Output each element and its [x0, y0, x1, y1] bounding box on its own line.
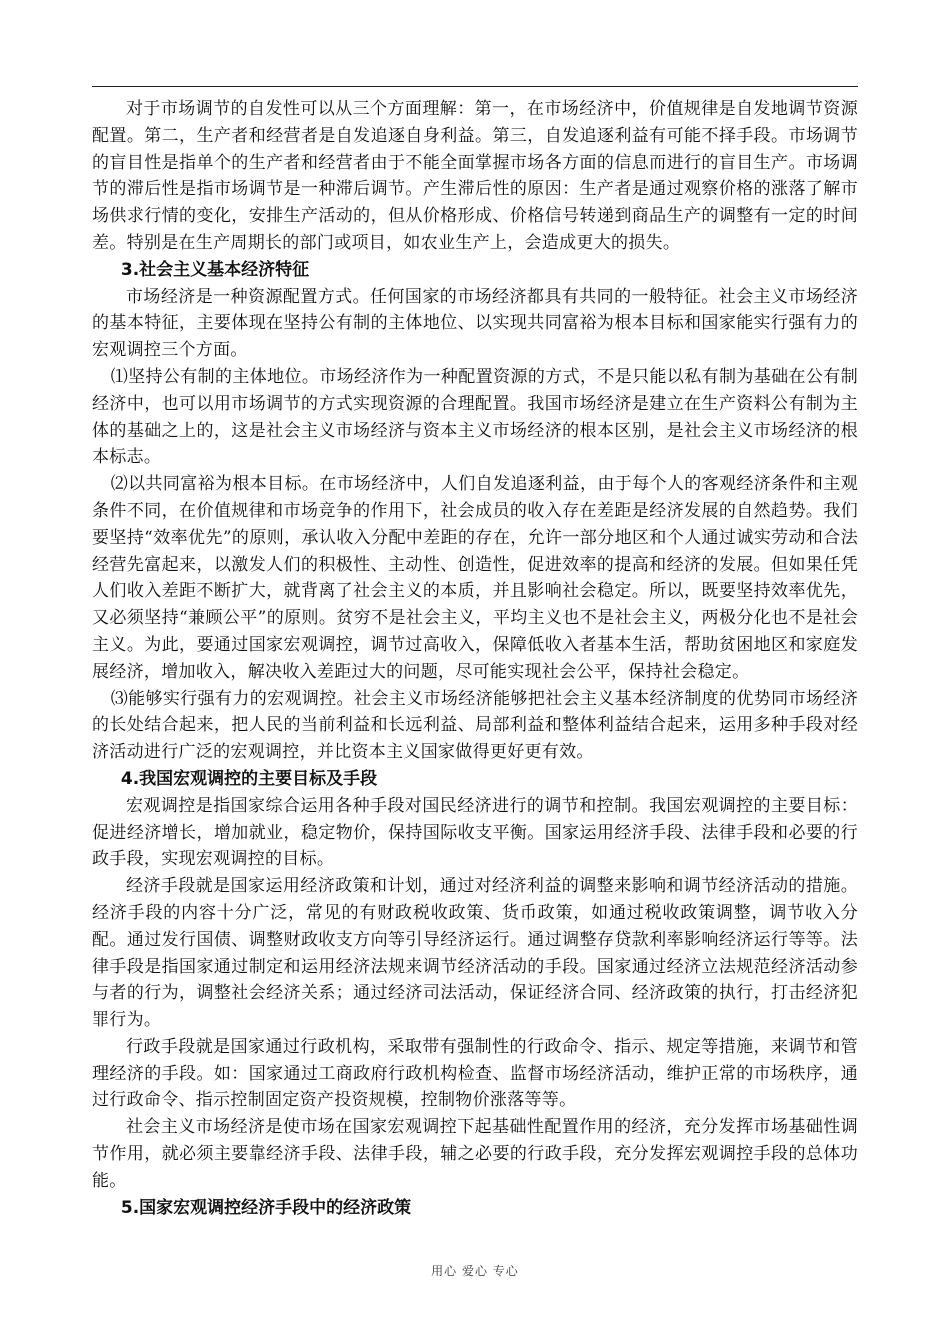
paragraph: 宏观调控是指国家综合运用各种手段对国民经济进行的调节和控制。我国宏观调控的主要目标：促进经济增长，增加就业，稳定物价，保持国际收支平衡。国家运用经济手段、法律手段和必要的行政手段，实现宏观调控的目标。 [92, 795, 858, 870]
list-item: ⑵以共同富裕为根本目标。在市场经济中，人们自发追逐利益，由于每个人的客观经济条件和主观条件不同，在价值规律和市场竞争的作用下，社会成员的收入存在差距是经济发展的自然趋势。我们要坚持“效率优先”的原则，承认收入分配中差距的存在，允许一部分地区和个人通过诚实劳动和合法经营先富起来，以激发人们的积极性、主动性、创造性，促进效率的提高和经济的发展。但如果任凭人们收入差距不断扩大，就背离了社会主义的本质，并且影响社会稳定。所以，既要坚持效率优先，又必须坚持“兼顾公平”的原则。贫穷不是社会主义，平均主义也不是社会主义，两极分化也不是社会主义。为此，要通过国家宏观调控，调节过高收入，保障低收入者基本生活，帮助贫困地区和家庭发展经济，增加收入，解决收入差距过大的问题，尽可能实现社会公平，保持社会稳定。 [92, 474, 858, 682]
section-heading-3: 3.社会主义基本经济特征 [120, 259, 310, 280]
list-item: ⑴坚持公有制的主体地位。市场经济作为一种配置资源的方式，不是只能以私有制为基础在公有制经济中，也可以用市场调节的方式实现资源的合理配置。我国市场经济是建立在生产资料公有制为主体的基础之上的，这是社会主义市场经济与资本主义市场经济的根本区别，是社会主义市场经济的根本标志。 [92, 366, 858, 468]
section-heading-4: 4.我国宏观调控的主要目标及手段 [120, 768, 378, 789]
paragraph: 行政手段就是国家通过行政机构，采取带有强制性的行政命令、指示、规定等措施，来调节和管理经济的手段。如：国家通过工商政府行政机构检查、监督市场经济活动，维护正常的市场秩序，通过行政命令、指示控制固定资产投资规模，控制物价涨落等等。 [92, 1036, 858, 1111]
paragraph: 社会主义市场经济是使市场在国家宏观调控下起基础性配置作用的经济，充分发挥市场基础性调节作用，就必须主要靠经济手段、法律手段，辅之必要的行政手段，充分发挥宏观调控手段的总体功能。 [92, 1117, 858, 1191]
header-rule [92, 86, 858, 87]
document-body [92, 96, 858, 1221]
paragraph: 经济手段就是国家运用经济政策和计划，通过对经济利益的调整来影响和调节经济活动的措施。经济手段的内容十分广泛，常见的有财政税收政策、货币政策，如通过税收政策调整，调节收入分配。通过发行国债、调整财政收支方向等引导经济运行。通过调整存贷款利率影响经济运行等等。法律手段是指国家通过制定和运用经济法规来调节经济活动的手段。国家通过经济立法规范经济活动参与者的行为，调整社会经济关系；通过经济司法活动，保证经济合同、经济政策的执行，打击经济犯罪行为。 [92, 876, 858, 1031]
section-heading-5: 5.国家宏观调控经济手段中的经济政策 [120, 1197, 412, 1218]
page-footer: 用心 爱心 专心 [431, 1264, 519, 1278]
list-item: ⑶能够实行强有力的宏观调控。社会主义市场经济能够把社会主义基本经济制度的优势同市场经济的长处结合起来，把人民的当前利益和长远利益、局部利益和整体利益结合起来，运用多种手段对经济活动进行广泛的宏观调控，并比资本主义国家做得更好更有效。 [92, 688, 858, 763]
paragraph: 对于市场调节的自发性可以从三个方面理解：第一，在市场经济中，价值规律是自发地调节资源配置。第二，生产者和经营者是自发追逐自身利益。第三，自发追逐利益有可能不择手段。市场调节的盲目性是指单个的生产者和经营者由于不能全面掌握市场各方面的信息而进行的盲目生产。市场调节的滞后性是指市场调节是一种滞后调节。产生滞后性的原因：生产者是通过观察价格的涨落了解市场供求行情的变化，安排生产活动的，但从价格形成、价格信号转递到商品生产的调整有一定的时间差。特别是在生产周期长的部门或项目，如农业生产上，会造成更大的损失。 [92, 99, 858, 253]
paragraph: 市场经济是一种资源配置方式。任何国家的市场经济都具有共同的一般特征。社会主义市场经济的基本特征，主要体现在坚持公有制的主体地位、以实现共同富裕为根本目标和国家能实行强有力的宏观调控三个方面。 [92, 286, 858, 361]
